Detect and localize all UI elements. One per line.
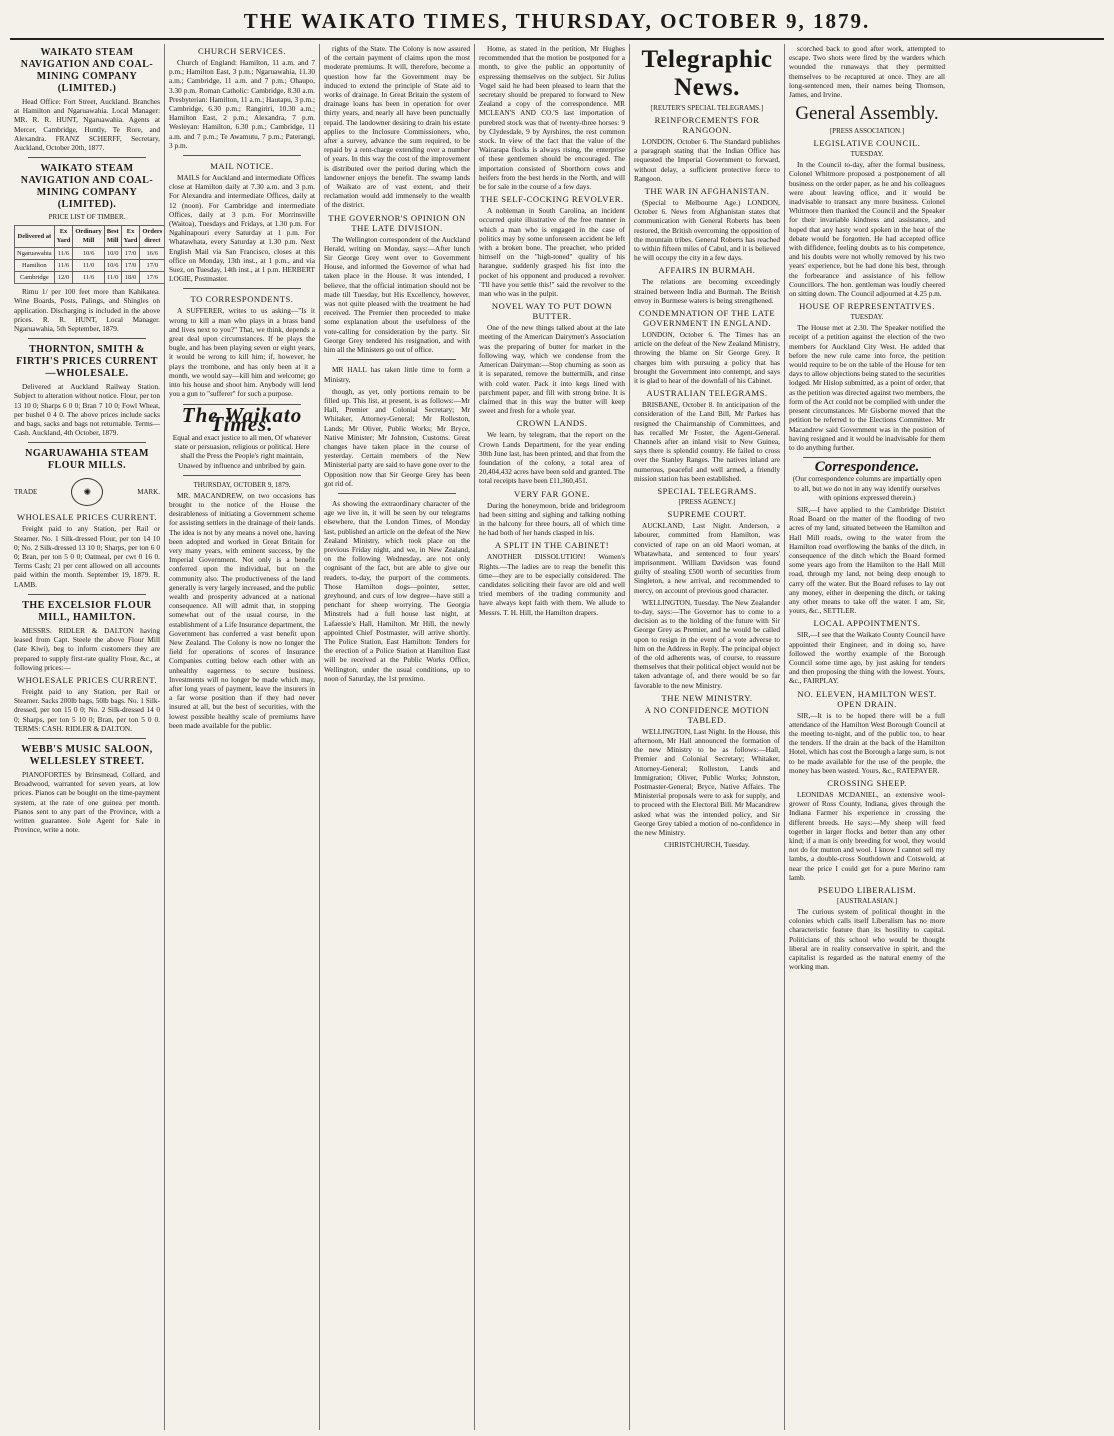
table-cell: 11/6 [54, 247, 73, 259]
article-body: MAILS for Auckland and intermediate Offices close at Hamilton daily at 7.30 a.m. and 3 p.m. For Alexandra and intermediate Offices, daily at 12 (noon). For Cambridge and intermediate Offices, daily at 3 p.m. For Morrinsville (Waitoa), Tuesdays and Fridays, at 1.30 p.m. For Ngahinapouri every Saturday at 1 p.m. For Whatawhata, every Saturday at 1.30 p.m. Next English Mail via San Francisco, closes at this office on Monday, 13th inst., at 1 p.m., and via Suez, on Tuesday, 14th inst., at 1 p.m. HERBERT LOGIE, Postmaster. [169, 173, 315, 284]
ad-subtitle: WHOLESALE PRICES CURRENT. [16, 674, 158, 685]
table-cell: 16/6 [140, 247, 165, 259]
column-2 [165, 44, 320, 1430]
letter-body: SIR,—I see that the Waikato County Council have appointed their Engineer, and in doing so, have followed the worthy example of the Borough Council some time ago, by just asking for tenders and then proposing the thing with the lowest. Yours, &c., FAIRPLAY. [789, 630, 945, 686]
section-heading: CONDEMNATION OF THE LATE GOVERNMENT IN ENGLAND. [638, 308, 776, 329]
article-body: Church of England: Hamilton, 11 a.m. and 7 p.m.; Hamilton East, 3 p.m.; Ngaruawahia, 11.30 a.m.; Cambridge, 11 a.m. and 7 p.m.; Ohaupo, 3.30 p.m. Roman Catholic: Cambridge, 8.30 a.m. Presbyterian: Hamilton, 11 a.m.; Hautapu, 3 p.m.; Cambridge, 6.30 p.m.; Rangiriri, 10.30 a.m.; Hamilton East, 2 p.m.; Alexandra, 7 p.m. Wesleyan: Hamilton, 6.30 p.m.; Cambridge, 11 a.m. and 7 p.m.; Te Awamutu, 7 p.m.; Paterangi, 3 p.m. [169, 58, 315, 150]
section-heading: A NO CONFIDENCE MOTION TABLED. [644, 704, 770, 725]
ad-body: PIANOFORTES by Brinsmead, Collard, and Broadwood, warranted for seven years, at low prices. Pianos can be bought on the time-payment system, at the rate of one guinea per month. Pianos sent to any part of the Province, with a written guarantee. Sole Agent for Sale in Province, write a note. [14, 769, 160, 835]
ad-body: Freight paid to any Station, per Rail or Steamer. No. 1 Silk-dressed Flour, per ton 14 10 0; No. 2 Silk-dressed 13 10 0; Sharps, per ton 6 0 0; Bran, per ton 5 0 0; Oatmeal, per cwt 0 16 0. Terms Cash; 21 per cent allowed on all accounts paid within the month. September 19, 1879. R. LAMB. [14, 524, 160, 589]
article-body: The Wellington correspondent of the Auckland Herald, writing on Monday, says:—After lunch Sir George Grey went over to Government House, and informed the Governor of what had taken place in the House. It was intended, I believe, that the official intimation should not be made till Tuesday, but His Excellency, however, was not quite pleased with the treatment he had received. The Premier then proceeded to make some explanation about the usefulness of the vote-calling for consideration by the party. Sir George Grey tendered his resignation, and with him all the Ministers go out of office. [324, 234, 470, 355]
article-body: A nobleman in South Carolina, an incident occurred quite illustrative of the free manner in which a man who is engaged in the case of politics may by some unforeseen accident be left with a broken bone. The preacher, who prided himself on the "high-toned" quality of his harangue, suddenly grasped his fist into the pocket of his opponent and produced a revolver. "I'll have you settle this!" said the revolver to the man who was in the pulpit. [479, 206, 625, 299]
article-body: A SUFFERER, writes to us asking—"Is it wrong to kill a man who plays in a brass band and lives next to you?" That, we think, depends a great deal upon circumstances. If he plays the bugle, and has been playing seven or eight years, it would be wrong to kill him; if, however, he plays the trombone, and has only been at it a month, we would say—kill him and welcome; go into his house and shoot him. Anybody will lend you a gun to "sufferer" for such a purpose. [169, 306, 315, 399]
day-line: TUESDAY. [850, 313, 884, 322]
trademark-emblem-icon: ✺ [71, 478, 103, 506]
article-body: Home, as stated in the petition, Mr Hughes recommended that the motion be postponed for a month, to give the public an opportunity of expressing themselves on the subject. Sir Julius Vogel said he had been pleased to learn that the secretary should be prepared to forward to New Zealand a copy of the correspondence. MR MCLEAN'S AND CO.'S last importation of purebred stock was that of twenty-three horses: 9 by Clydesdale, 9 by Ayrshires, the rest common stock. In view of the fact that the value of the Wairarapa flocks is always rising, the enterprise of these gentlemen should be encouraged. The importation consisted of Shorthorn cows and heifers from the best herds in the North, and will be for sale in the course of a few days. [479, 44, 625, 192]
article-body: LEONIDAS MCDANIEL, an extensive wool-grower of Ross County, Indiana, gives through the Indiana Farmer his experience in crossing the different breeds. He says:—My sheep will feed together in larger flocks and better than any other kind; if a man is only breeding for wool, they would not do for mutton and wool. I know I cannot sell my lambs, a double-cross Southdown and Cotswold, at near the price I could get for a pure Merino ram lamb. [789, 790, 945, 882]
article-body: The curious system of political thought in the colonies which calls itself Liberalism has no more characteristic feature than its hostility to capital. Politicians of this school who would be thought liberal are in reality conservative in spirit, and the capitalist is regarded as the natural enemy of the working man. [789, 907, 945, 972]
article-body: WELLINGTON, Last Night. In the House, this afternoon, Mr Hall announced the formation of the new Ministry to be as follows:—Hall, Premier and Colonial Secretary; Whitaker, Attorney-General; Rolleston, Lands and Immigration; Oliver, Public Works; Johnston, Postmaster-General; Bryce, Native Affairs. The Ministerial proposals were to ask for supply, and to proceed with the Electoral Bill. Mr Macandrew asked what was the intended policy, and Sir George Grey tabled a motion of no-confidence in the new Ministry. [634, 726, 780, 837]
section-heading: MAIL NOTICE. [210, 161, 274, 172]
article-body: BRISBANE, October 8. In anticipation of the consideration of the Land Bill, Mr Parkes has resigned the Chairmanship of Committees, and has recalled Mr Foster, the Agent-General. Channels after an inland visit to New Guinea, says there is splendid country. He failed to cross over the Stanley Ranges. The natives inland are numerous, peaceful and well armed, a friendly mission station has been established. [634, 400, 780, 483]
divider [338, 359, 456, 360]
divider [28, 594, 146, 595]
section-heading: THE SELF-COCKING REVOLVER. [480, 194, 624, 205]
article-body: The relations are becoming exceedingly strained between India and Burmah. The British envoy in Burmese waters is being strengthened. [634, 277, 780, 305]
table-cell: 18/0 [121, 272, 140, 284]
letter-body: SIR,—It is to be hoped there will be a full attendance of the Hamilton West Borough Council at the meeting to-night, and of the public too, to hear the tenders. If the drain at the back of the Hamilton Hotel, which has cost the Borough a large sum, is not to be made available for the use of the people, the money has been wasted. Yours, &c., RATEPAYER. [789, 710, 945, 775]
column-1 [10, 44, 165, 1430]
dateline: THURSDAY, OCTOBER 9, 1879. [193, 480, 291, 489]
divider [28, 442, 146, 443]
ad-subtitle: WHOLESALE PRICES CURRENT. [16, 512, 158, 523]
ad-body: Rimu 1/ per 100 feet more than Kahikatea. Wine Boards, Posts, Palings, and Shingles on application. Discharging is included in the above prices. R. R. HUNT, Local Manager. Ngaruawahia, 5th September, 1879. [14, 287, 160, 334]
ad-title: THORNTON, SMITH & FIRTH'S PRICES CURRENT—WHOLESALE. [16, 344, 158, 380]
section-heading: SUPREME COURT. [667, 509, 747, 520]
ad-title: THE EXCELSIOR FLOUR MILL, HAMILTON. [22, 599, 152, 623]
section-heading: HOUSE OF REPRESENTATIVES. [799, 301, 935, 312]
section-heading: TO CORRESPONDENTS. [190, 294, 294, 305]
ad-title: WEBB'S MUSIC SALOON, WELLESLEY STREET. [21, 743, 153, 767]
columns [10, 44, 1104, 1430]
section-heading: PSEUDO LIBERALISM. [817, 885, 917, 896]
divider [803, 457, 931, 458]
trade-label: TRADE [14, 487, 38, 496]
section-heading: LEGISLATIVE COUNCIL. [813, 138, 921, 149]
table-row [15, 272, 165, 284]
ad-body: Freight paid to any Station, per Rail or Steamer. Sacks 200lb bags, 50lb bags. No. 1 Silk-dressed, per ton 15 0 0; No. 2 Silk-dressed 14 0 0; Sharps, per ton 5 10 0; Bran, per ton 5 0 0. TERMS: CASH. RIDLER & DALTON. [14, 686, 160, 733]
table-header: Best Mill [104, 226, 121, 247]
table-cell: 10/6 [73, 247, 104, 259]
divider [28, 157, 146, 158]
divider [338, 493, 456, 494]
agency-line: [PRESS ASSOCIATION.] [829, 127, 905, 136]
section-heading: THE NEW MINISTRY. [661, 692, 753, 703]
table-cell: 11/6 [73, 272, 104, 284]
letter-body: SIR,—I have applied to the Cambridge District Road Board on the matter of the flooding of two acres of my land, situated between the Hamilton and Hall Mill roads, owing to the water from the Hamilton road overflowing the banks of the ditch, in consequence of the ditch which the Board formed some years ago from the Hamilton to the Hall Mill road, through my land, not being deep enough to carry off the water. But the Board refuses to lay out any money, either in deepening the ditch, or taking any other means to take off the water. I am, Sir, yours, &c., SETTLER. [789, 504, 945, 616]
ad-title: WAIKATO STEAM NAVIGATION AND COAL-MINING COMPANY (LIMITED). [20, 163, 154, 211]
column-5 [630, 44, 785, 1430]
divider [28, 338, 146, 339]
ad-body: MESSRS. RIDLER & DALTON having leased from Capt. Steele the above Flour Mill (late Kiwi), beg to inform customers they are prepared to supply first-rate quality Flour, &c., at following prices:— [14, 625, 160, 672]
column-3 [320, 44, 475, 1430]
article-lead: MR HALL has taken little time to form a Ministry, [324, 365, 470, 384]
agency-line: [AUSTRALASIAN.] [836, 897, 898, 906]
section-heading: CROSSING SHEEP. [827, 778, 907, 788]
table-header: Orders direct [140, 226, 165, 247]
ad-title: NGARUAWAHIA STEAM FLOUR MILLS. [25, 448, 149, 472]
ad-body: Delivered at Auckland Railway Station. Subject to alteration without notice. Flour, per ton 13 10 0; Sharps 6 0 0; Bran 7 10 0; Fowl Wheat, per bushel 0 4 0. The above prices include sacks and bags, sacks and bags not returnable. Terms—Cash. Auckland, 4th October, 1879. [14, 382, 160, 438]
article-body: though, as yet, only portions remain to be filled up. This list, at present, is as follows:—Mr Hall, Premier and Colonial Secretary; Mr Whitaker, Attorney-General; Mr Rolleston, Lands; Mr Oliver, Public Works; Mr Bryce, Native Minister; Mr Johnston, Customs. Great changes have taken place in the course of yesterday. Certain members of the New Ministerial party are said to have gone over to the Opposition now that Sir George Grey has been got rid of. [324, 386, 470, 488]
table-cell: 17/6 [140, 272, 165, 284]
table-row [15, 247, 165, 259]
section-heading: NOVEL WAY TO PUT DOWN BUTTER. [491, 301, 613, 322]
article-body: As showing the extraordinary character of the age we live in, it will be seen by our telegrams elsewhere, that the London Times, of Monday last, published an article on the defeat of the New Zealand Ministry, which took place on the previous Friday night, and we, in New Zealand, on the following Wednesday, are not only cognisant of the fact, but are able to give our readers, to-day, the purport of the comments. Those Hamilton dogs—pointer, setter, greyhound, and curs of low degree—have still a penchant for sheep worrying. The Georgia Minstrels had a full house last night, at Lafaessie's Hall, Hamilton. Mr Hill, the newly appointed Chief Postmaster, will arrive shortly. The Police Station, East Hamilton: Tenders for the erection of a Police Station at Hamilton East will be received at the Public Works Office, Wellington, under the usual conditions, up to noon of Saturday, the 1st proximo. [324, 498, 470, 683]
article-body: AUCKLAND, Last Night. Anderson, a labourer, committed from Hamilton, was convicted of rape on an old Maori woman, at Whatawhata, and sentenced to four years' imprisonment. William Davidson was found guilty of stealing £500 worth of securities from Singleton, a new arrival, and recommended to mercy, on account of previous good character. [634, 521, 780, 595]
column-6 [785, 44, 949, 1430]
table-cell: 17/0 [140, 259, 165, 271]
article-body: In the Council to-day, after the formal business, Colonel Whitmore proposed a postponement of all business on the order paper, as he and his colleagues were about leaving office, and it would be inadvisable to transact any more business. Colonel Whitmore then thanked the Council and the Speaker for their invariable kindness and assistance, and hoped that any hasty word spoken in the heat of the debate would be forgotten. He had accepted office with diffidence, feeling doubts as to his competence, and his doubts were not wholly removed by his two years' experience, but he had done his best, through the forbearance and assistance of his fellow Councillors. The hon. gentleman was loudly cheered on sitting down. The Council adjourned at 4.25 p.m. [789, 160, 945, 299]
table-header: Delivered at [15, 226, 55, 247]
table-cell: Ngaruawahia [15, 247, 55, 259]
section-heading: NO. ELEVEN, HAMILTON WEST. OPEN DRAIN. [797, 688, 937, 709]
section-heading: CHURCH SERVICES. [197, 46, 286, 56]
telegraphic-news-title: Telegraphic News. [641, 46, 773, 101]
table-cell: 17/0 [121, 247, 140, 259]
article-body: scorched back to good after work, attempted to escape. Two shots were fired by the warders which wounded the runaways that they permitted themselves to be recaptured at once. They are all long-sentenced men, their names being Thomson, James, and Irvine. [789, 44, 945, 100]
agency-line: [REUTER'S SPECIAL TELEGRAMS.] [650, 104, 764, 112]
correspondence-title: Correspondence. [814, 459, 920, 476]
table-cell: 10/0 [104, 247, 121, 259]
section-heading: AFFAIRS IN BURMAH. [658, 265, 756, 276]
section-heading: REINFORCEMENTS FOR RANGOON. [654, 115, 760, 135]
section-heading: VERY FAR GONE. [514, 488, 590, 499]
section-heading: CROWN LANDS. [516, 418, 588, 429]
trademark [14, 478, 160, 506]
section-heading: THE WAR IN AFGHANISTAN. [644, 186, 770, 197]
ad-body: Head Office: Fort Street, Auckland. Branches at Hamilton and Ngaruawahia. Local Manager: MR. R. R. HUNT, Ngaruawahia. Agents at Mercer, Cambridge, Huntly, Te Rore, and Alexandra. FRANZ SCHERFF, Secretary, Auckland, October 20th, 1877. [14, 97, 160, 153]
editor-note: (Our correspondence columns are impartially open to all, but we do not in any way identify ourselves with opinions expressed therein.) [792, 474, 942, 502]
article-body: The House met at 2.30. The Speaker notified the receipt of a petition against the election of the two members for Auckland City West. He added that before the new rule came into force, the petition would require to be on the table of the House for ten days to allow objections being stated to the securities lodged. Mr Hislop submitted, as a point of order, that as the petition was directed against two members, the form of the Act could not be complied with under the present circumstances. Mr Gisborne moved that the petition be referred to the Elections Committee. Mr Macandrew said Government was in the position of having resigned and it would be inadvisable for them to do anything further. [789, 323, 945, 452]
day-line: TUESDAY. [850, 150, 884, 159]
paper-title: The Waikato Times. [181, 402, 303, 436]
article-body: During the honeymoon, bride and bridegroom had been sitting and sighing and talking nothing in the balcony for three hours, all of which time he had both of her hands clasped in his. [479, 500, 625, 538]
article-body: (Special to Melbourne Age.) LONDON, October 6. News from Afghanistan states that communication with General Roberts has been restored, the British overcoming the opposition of the mountain tribes. General Roberts has reached to within fifteen miles of Cabul, and it is believed he will occupy the city in a few days. [634, 198, 780, 263]
table-cell: 12/0 [54, 272, 73, 284]
agency-line: [PRESS AGENCY.] [678, 498, 736, 507]
section-heading: THE GOVERNOR'S OPINION ON THE LATE DIVISION. [328, 212, 466, 233]
table-cell: 11/6 [54, 259, 73, 271]
article-body: WELLINGTON, Tuesday. The New Zealander to-day, says:—The Governor has to come to a decision as to the holding of the future with Sir George Grey as Premier, and he would be called upon to resign in the event of a vote adverse to him on the Address in Reply. The principal object of the old adherents was, of course, to reassure themselves that their political object would not be taken advantage of, and there would be so far favorable to the new Ministry. [634, 597, 780, 690]
table-header: Ordinary Mill [73, 226, 104, 247]
motto: Equal and exact justice to all men, Of whatever state or persuasion, religious or political. Here shall the Press the People's right maintain, Unawed by influence and unbribed by gain. [172, 432, 312, 470]
table-cell: 17/0 [121, 259, 140, 271]
dateline: CHRISTCHURCH, Tuesday. [664, 840, 750, 850]
editorial: MR. MACANDREW, on two occasions has brought to the notice of the House the desirableness of initiating a Government scheme for assisting settlers in the drainage of their lands. The idea is not by any means a novel one, having been adopted and worked in Great Britain for very many years, with eminent success, by the Imperial Government. Not only is a benefit conferred upon the individual, but on the community also. The productiveness of the land generally is very largely increased, and the public wealth and prosperity advanced at a national consequence. All will admit that, in stopping somewhat out of the usual course, in the establishment of a Life Insurance department, the Government has conferred a vast benefit upon New Zealand. The Colony is now no longer the field for operations of scores of Insurance Companies cutting below each other with an unhealthy eagerness to secure business. Investments will no longer be made which may, after long years of payment, leave the insurers in a far worse position than if they had never insured at all, but the best of securities, with the lowest possible healthy scale of premiums have been made available for the public. [169, 490, 315, 730]
mark-label: MARK. [137, 487, 160, 496]
table-cell: 10/6 [104, 259, 121, 271]
table-cell: 11/0 [73, 259, 104, 271]
ad-title: WAIKATO STEAM NAVIGATION AND COAL-MINING COMPANY (LIMITED.) [20, 47, 154, 94]
ad-subtitle: PRICE LIST OF TIMBER. [48, 213, 126, 222]
general-assembly-title: General Assembly. [795, 103, 939, 125]
article-body: ANOTHER DISSOLUTION! Women's Rights.—The ladies are to reap the benefit this time—they are to be especially considered. The candidates soliciting their favor are old and well tried members of the trading community and have always kept faith with them. We allude to Messrs. T. H. Hill, the Hamilton drapers. [479, 552, 625, 617]
article-body: LONDON, October 6. The Standard publishes a paragraph stating that the Indian Office has requested the Imperial Government to forward, without delay, a sufficient protective force to Rangoon. [634, 137, 780, 183]
section-heading: AUSTRALIAN TELEGRAMS. [646, 388, 768, 399]
masthead: THE WAIKATO TIMES, THURSDAY, OCTOBER 9, 1879. [10, 6, 1104, 40]
section-heading: SPECIAL TELEGRAMS. [657, 486, 757, 497]
table-header: Ex Yard [54, 226, 73, 247]
divider [183, 475, 301, 476]
section-heading: A SPLIT IN THE CABINET! [494, 540, 610, 551]
editorial-continued: rights of the State. The Colony is now assured of the certain payment of claims upon the most moderate premiums. It will, therefore, become a question how far the Government may be induced to extend the principle of State aid to works of drainage. In Great Britain the system of drainage loans has been in operation for over thirty years, and nearly all have been punctually repaid. The landowner desiring to drain his estate applies to the Inclosure Commissioners, who, after a survey, advance the sum required, to be repaid by a rent-charge extending over a number of years. In this way the cost of the improvement is distributed over the period during which the landowner enjoys the benefit. The swamp lands of Waikato are of vast extent, and their reclamation would add immensely to the wealth of the district. [324, 44, 470, 210]
section-heading: LOCAL APPOINTMENTS. [813, 618, 921, 629]
article-body: One of the new things talked about at the late meeting of the American Dairymen's Association was the preparing of butter for market in the following way, which we condense from the American Dairyman:—Stop churning as soon as it is separated, remove the buttermilk, and rinse with cold water. Pack it into kegs lined with parchment paper, and fill with strong brine. It is claimed that in this way the butter will keep sweet and fresh for a whole year. [479, 323, 625, 416]
table-row [15, 259, 165, 271]
divider [183, 155, 301, 156]
table-cell: Hamilton [15, 259, 55, 271]
timber-price-table [14, 225, 165, 284]
table-cell: 11/0 [104, 272, 121, 284]
divider [183, 288, 301, 289]
article-body: We learn, by telegram, that the report on the Crown Lands Department, for the year ending 30th June last, has been printed, and that from the foundation of the colony, a total area of 20,404,432 acres have been sold and granted. The total receipts have been £11,360,451. [479, 430, 625, 486]
table-header: Ex Yard [121, 226, 140, 247]
table-cell: Cambridge [15, 272, 55, 284]
column-4 [475, 44, 630, 1430]
article-body: LONDON, October 6. The Times has an article on the defeat of the New Zealand Ministry, throwing the blame on Sir George Grey. It charges him with pursuing a policy that has brought the Government into contempt, and says it is glad to hear of the downfall of his Cabinet. [634, 330, 780, 386]
divider [28, 738, 146, 739]
